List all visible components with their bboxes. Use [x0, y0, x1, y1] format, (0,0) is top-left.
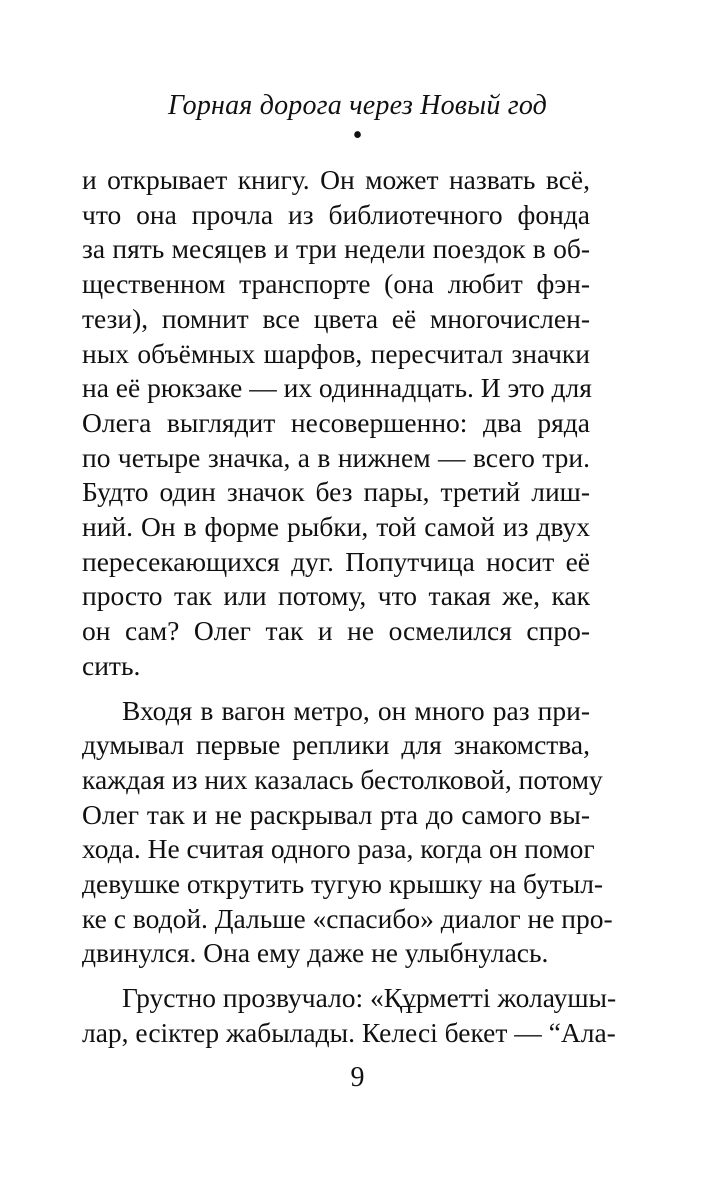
- paragraph: [82, 981, 617, 1050]
- text-line: и открывает книгу. Он может назвать всё,: [82, 164, 590, 195]
- text-line: хода. Не считая одного раза, когда он помог: [82, 833, 595, 865]
- text-line: каждая из них казалась бестолковой, потому: [82, 763, 603, 795]
- text-line: Входя в вагон метро, он много раз при-: [122, 694, 590, 726]
- text-line: щественном транспорте (она любит фэн-: [82, 268, 590, 300]
- text-line: за пять месяцев и три недели поездок в об-: [82, 233, 590, 265]
- text-line: он сам? Олег так и не осмелился спро-: [82, 615, 590, 647]
- text-line: ний. Он в форме рыбки, той самой из двух: [82, 511, 590, 543]
- text-line: Олега выглядит несовершенно: два ряда: [82, 406, 590, 438]
- running-header-title: Горная дорога через Новый год: [167, 90, 548, 121]
- text-line: думывал первые реплики для знакомства,: [82, 729, 590, 761]
- text-line: по четыре значка, а в нижнем — всего три.: [82, 441, 590, 473]
- text-line: просто так или потому, что такая же, как: [82, 580, 590, 612]
- text-line: ных объёмных шарфов, пересчитал значки: [82, 337, 590, 369]
- text-line: сить.: [82, 649, 141, 681]
- text-line: тези), помнит все цвета её многочислен-: [82, 302, 590, 334]
- text-line: лар, есіктер жабылады. Келесі бекет — “Ала-: [82, 1016, 616, 1048]
- text-line: Грустно прозвучало: «Құрметті жолаушы-: [122, 982, 617, 1014]
- text-line: Будто один значок без пары, третий лиш-: [82, 476, 590, 508]
- paragraph: [82, 163, 590, 684]
- body-text: [82, 163, 617, 1051]
- text-line: на её рюкзаке — их одиннадцать. И это для: [82, 372, 592, 404]
- paragraph: [82, 694, 613, 972]
- text-line: двинулся. Она ему даже не улыбнулась.: [82, 937, 549, 969]
- header-bullet: •: [352, 120, 363, 151]
- page-number: 9: [350, 1062, 365, 1093]
- text-line: пересекающихся дуг. Попутчица носит её: [82, 545, 590, 577]
- text-line: Олег так и не раскрывал рта до самого вы-: [82, 798, 590, 830]
- text-line: девушке открутить тугую крышку на бутыл-: [82, 868, 604, 900]
- text-line: что она прочла из библиотечного фонда: [82, 198, 590, 230]
- text-line: ке с водой. Дальше «спасибо» диалог не про-: [82, 902, 613, 934]
